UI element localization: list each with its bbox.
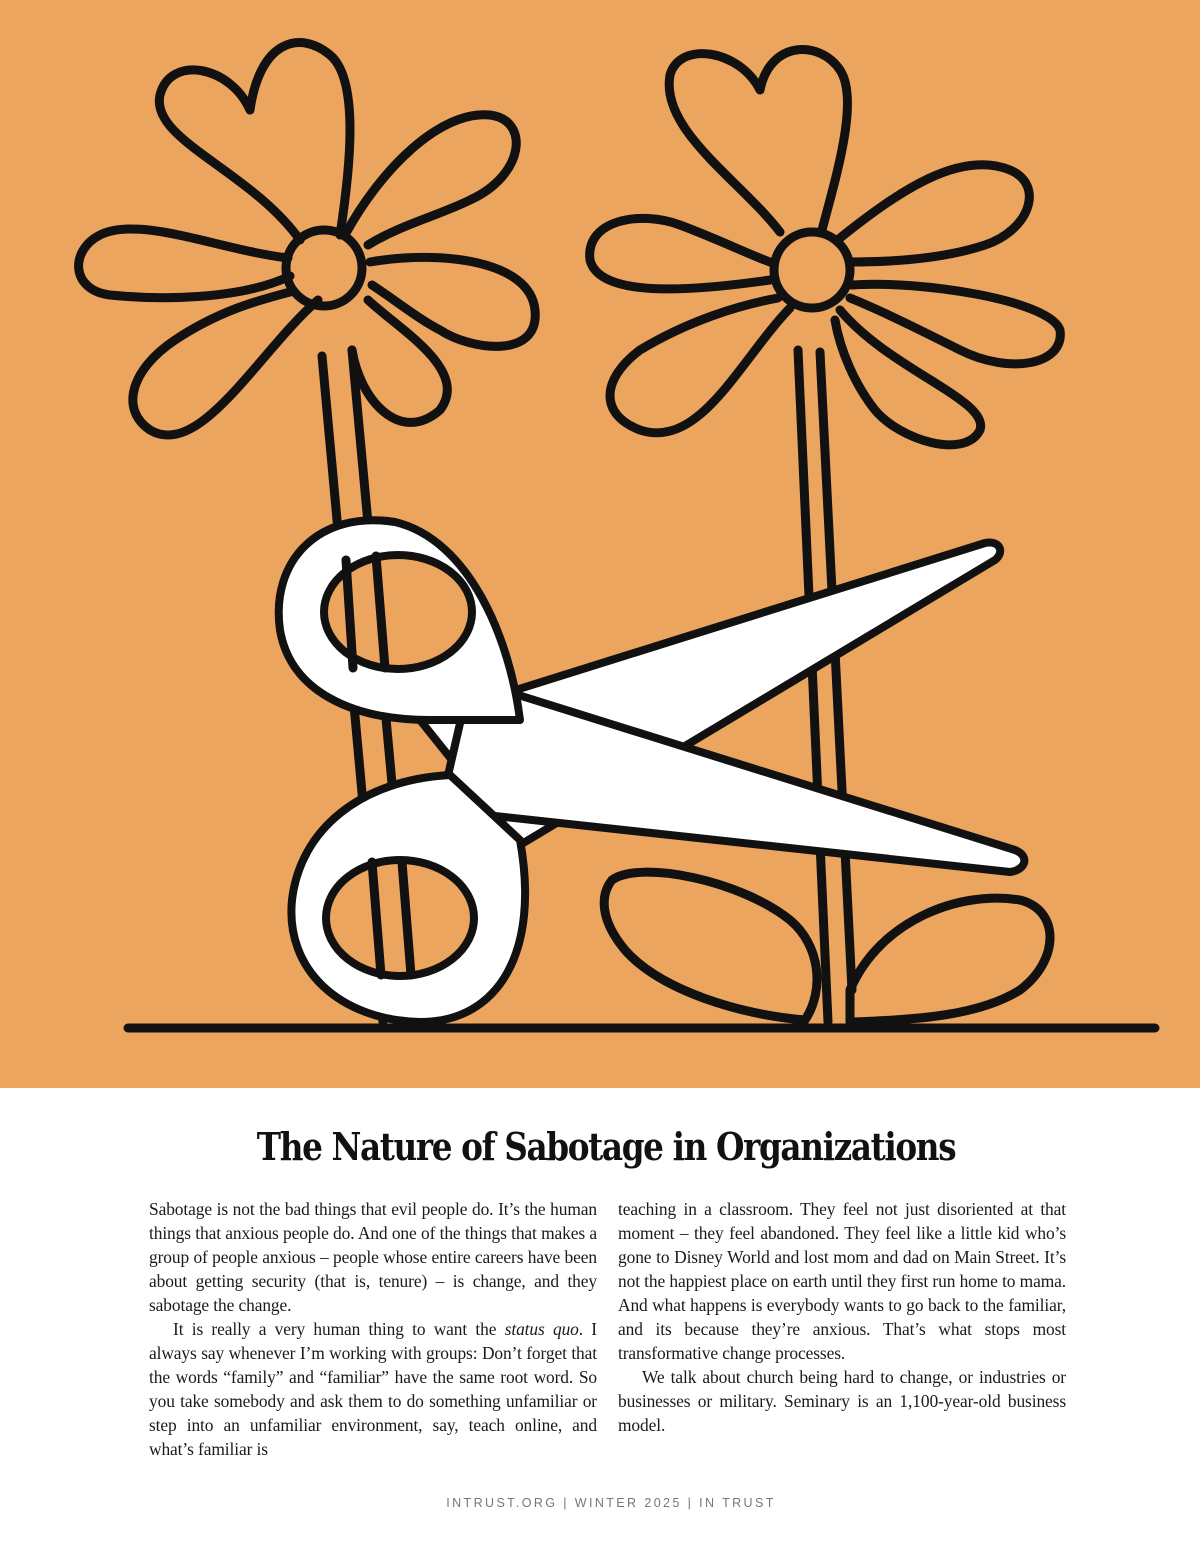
page-footer: INTRUST.ORG | WINTER 2025 | IN TRUST bbox=[446, 1496, 776, 1510]
paragraph: Sabotage is not the bad things that evil people do. It’s the human things that anxious people do. And one of the things that makes a group of people anxious – people whose entire careers have been about getting security (that is, tenure) – is change, and they sabotage the change. bbox=[149, 1199, 597, 1315]
paragraph bbox=[149, 1317, 597, 1461]
article-title: The Nature of Sabotage in Organizations bbox=[256, 1124, 956, 1169]
paragraph-text: . I always say whenever I’m working with groups: Don’t forget that the words “family” and “familiar” have the same root word. So you take somebody and ask them to do something unfamiliar or step into an unfamiliar environment, say, teach online, and what’s familiar is bbox=[149, 1319, 598, 1459]
paragraph: teaching in a classroom. They feel not just disoriented at that moment – they feel abandoned. They feel like a little kid who’s gone to Disney World and lost mom and dad on Main Street. It’s not the happiest place on earth until they first run home to mama. And what happens is everybody wants to go back to the familiar, and its because they’re anxious. That’s what stops most transformative change processes. bbox=[618, 1199, 1066, 1363]
right-column bbox=[618, 1197, 1066, 1437]
left-flower-icon bbox=[79, 43, 536, 436]
paragraph-text: It is really a very human thing to want the bbox=[173, 1319, 505, 1339]
leaf-left-icon bbox=[604, 872, 817, 1020]
paragraph: We talk about church being hard to change, or industries or businesses or military. Seminary is an 1,100-year-old business model. bbox=[618, 1367, 1066, 1435]
italic-text: status quo bbox=[504, 1319, 579, 1339]
left-column bbox=[149, 1197, 597, 1461]
leaf-right-icon bbox=[850, 898, 1050, 1022]
